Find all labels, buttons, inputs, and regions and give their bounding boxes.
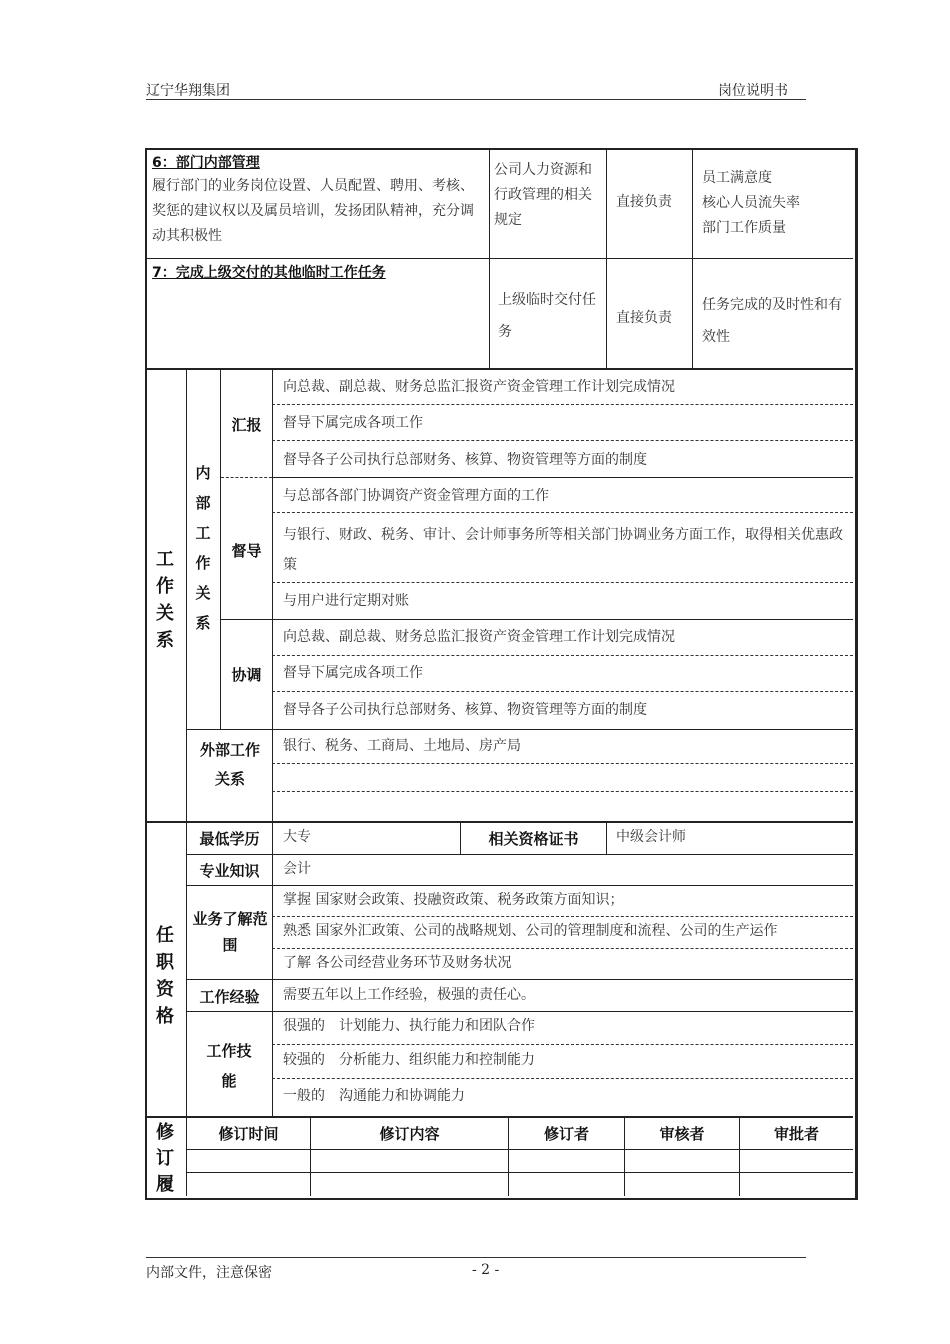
task-title: 6：部门内部管理 — [152, 155, 260, 171]
education-label: 最低学历 — [199, 830, 260, 848]
knowledge-label: 专业知识 — [199, 862, 260, 880]
row-divider — [272, 512, 853, 513]
revision-col-approver: 审批者 — [773, 1125, 819, 1143]
page-number: - 2 - — [472, 1262, 500, 1278]
skill-item: 很强的 计划能力、执行能力和团队合作 — [283, 1018, 535, 1034]
task-desc: 履行部门的业务岗位设置、人员配置、聘用、考核、奖惩的建议权以及属员培训，发扬团队精神，充分调动其积极性 — [152, 178, 474, 244]
relation-item: 向总裁、副总裁、财务总监汇报资产资金管理工作计划完成情况 — [283, 379, 675, 395]
col-divider — [186, 369, 187, 821]
relation-item: 与银行、财政、税务、审计、会计师事务所等相关部门协调业务方面工作，取得相关优惠政策 — [283, 527, 843, 573]
confidential-note: 内部文件，注意保密 — [146, 1265, 272, 1281]
relation-item: 与总部各部门协调资产资金管理方面的工作 — [283, 488, 549, 504]
row-divider — [272, 948, 853, 949]
section-divider — [146, 1116, 853, 1118]
skill-item: 一般的 沟通能力和协调能力 — [283, 1088, 465, 1104]
row-divider — [187, 1172, 853, 1173]
certificate-value: 中级会计师 — [616, 829, 686, 845]
row-divider — [187, 854, 853, 855]
task-basis: 公司人力资源和行政管理的相关规定 — [494, 162, 592, 228]
row-divider — [187, 1011, 853, 1012]
relation-item: 督导各子公司执行总部财务、核算、物资管理等方面的制度 — [283, 452, 647, 468]
education-value: 大专 — [283, 829, 311, 845]
scope-label: 业务了解范围 — [192, 910, 268, 954]
row-divider — [272, 791, 853, 792]
skills-label: 工作技能 — [206, 1042, 252, 1090]
section-divider — [146, 821, 853, 823]
row-divider — [272, 404, 853, 405]
relation-item: 与用户进行定期对账 — [283, 593, 409, 609]
row-divider — [272, 763, 853, 764]
header-rule — [146, 99, 806, 100]
external-item: 银行、税务、工商局、土地局、房产局 — [283, 738, 521, 754]
task-kpi: 核心人员流失率 — [702, 195, 800, 211]
row-divider — [221, 619, 853, 620]
experience-label: 工作经验 — [199, 988, 260, 1006]
task-responsibility: 直接负责 — [616, 194, 672, 210]
row-divider — [272, 1078, 853, 1079]
col-divider — [272, 369, 273, 821]
row-divider — [272, 691, 853, 692]
company-name: 辽宁华翔集团 — [146, 83, 230, 99]
group-label-coordinate: 协调 — [231, 666, 262, 684]
skill-item: 较强的 分析能力、组织能力和控制能力 — [283, 1052, 535, 1068]
revision-col-reviser: 修订者 — [543, 1125, 589, 1143]
col-divider — [272, 822, 273, 1116]
row-divider — [272, 582, 853, 583]
internal-relations-label: 内部工作关系 — [195, 464, 211, 632]
relation-item: 督导各子公司执行总部财务、核算、物资管理等方面的制度 — [283, 702, 647, 718]
row-divider — [272, 477, 853, 478]
task-responsibility: 直接负责 — [616, 310, 672, 326]
row-divider — [272, 440, 853, 441]
task-basis: 上级临时交付任务 — [498, 292, 596, 340]
row-divider — [272, 916, 853, 917]
row-divider — [187, 885, 853, 886]
revision-col-reviewer: 审核者 — [659, 1125, 705, 1143]
external-relations-label: 外部工作关系 — [199, 741, 260, 788]
task-title: 7：完成上级交付的其他临时工作任务 — [152, 265, 386, 281]
row-divider — [187, 979, 853, 980]
col-divider — [606, 822, 607, 854]
relation-item: 督导下属完成各项工作 — [283, 415, 423, 431]
task-kpi: 任务完成的及时性和有效性 — [702, 297, 842, 345]
scope-item: 了解 各公司经营业务环节及财务状况 — [283, 955, 512, 971]
row-divider — [272, 1044, 853, 1045]
scope-item: 熟悉 国家外汇政策、公司的战略规划、公司的管理制度和流程、公司的生产运作 — [283, 923, 778, 939]
experience-value: 需要五年以上工作经验，极强的责任心。 — [283, 987, 535, 1003]
doc-title: 岗位说明书 — [718, 83, 788, 99]
group-label-report: 汇报 — [231, 416, 262, 434]
row-divider — [272, 655, 853, 656]
revision-col-content: 修订内容 — [379, 1125, 440, 1143]
task-kpi: 员工满意度 — [702, 170, 772, 186]
knowledge-value: 会计 — [283, 861, 311, 877]
task-kpi: 部门工作质量 — [702, 220, 786, 236]
row-divider — [146, 258, 853, 259]
relation-item: 向总裁、副总裁、财务总监汇报资产资金管理工作计划完成情况 — [283, 629, 675, 645]
certificate-label: 相关资格证书 — [488, 830, 579, 848]
footer-rule — [146, 1257, 806, 1258]
row-divider — [187, 729, 853, 730]
row-divider — [146, 368, 853, 370]
revision-col-date: 修订时间 — [218, 1125, 279, 1143]
section-label-revision: 修订履 — [156, 1122, 174, 1195]
section-label-work-relations: 工作关系 — [156, 549, 174, 651]
group-label-supervise: 督导 — [231, 542, 262, 560]
scope-item: 掌握 国家财会政策、投融资政策、税务政策方面知识； — [283, 892, 624, 908]
section-label-qualifications: 任职资格 — [156, 925, 174, 1027]
relation-item: 督导下属完成各项工作 — [283, 665, 423, 681]
group-divider — [221, 477, 272, 478]
row-divider — [187, 1149, 853, 1150]
